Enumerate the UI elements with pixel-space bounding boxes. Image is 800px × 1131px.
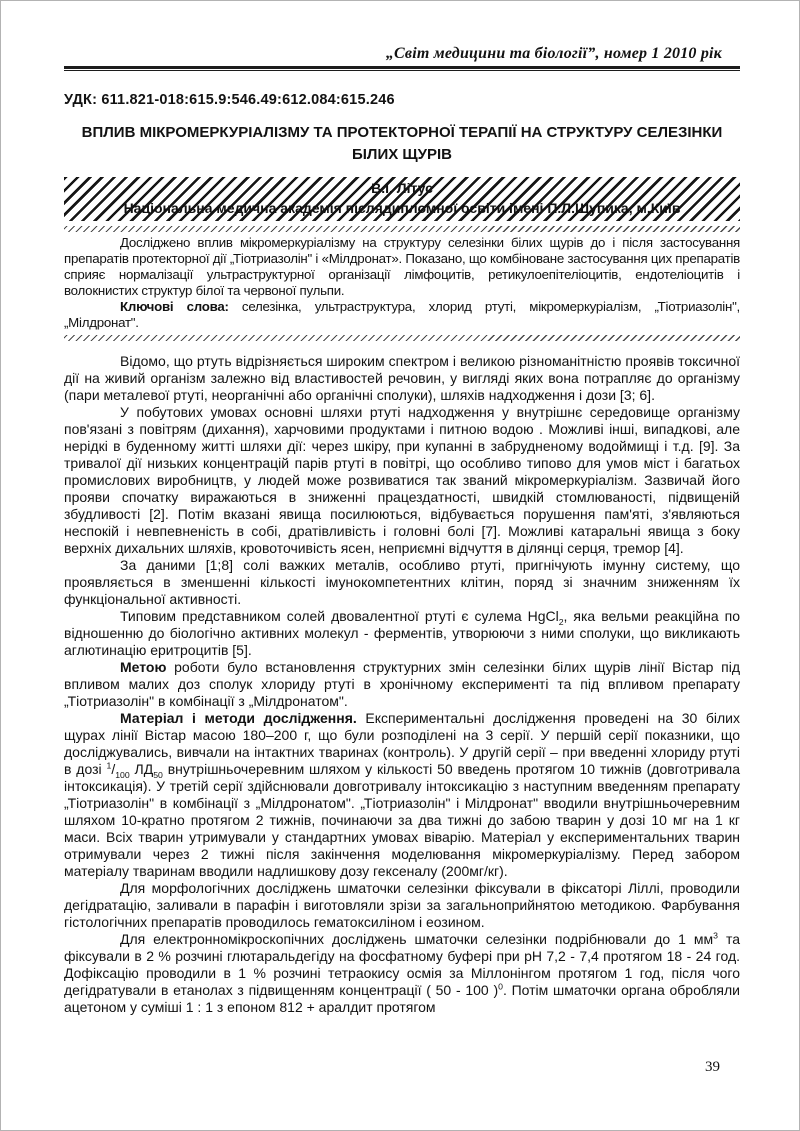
p6-ld50-subscript: 50: [153, 770, 163, 781]
author-block-hatched: [64, 177, 740, 221]
article-title-line2: БІЛИХ ЩУРІВ: [351, 146, 453, 163]
abstract-text: Досліджено вплив мікромеркуріалізму на структуру селезінки білих щурів до і після застосування препаратів протекторної дії „Тіотриазолін" і «Мілдронат». Показано, що комбіноване застосування цих препаратів сприяє нормалізації ультраструктурної організації лімфоцитів, ретикулоепітеліоцитів, ендотеліоцитів і волокнистих структур білої та червоної пульпи.: [64, 235, 740, 298]
affiliation: Національна медична академія післядипломної освіти імені П.Л.Шупика, м.Київ: [123, 199, 681, 216]
p6-fraction-denominator: 100: [115, 770, 130, 781]
article-title-line1: ВПЛИВ МІКРОМЕРКУРІАЛІЗМУ ТА ПРОТЕКТОРНОЇ ТЕРАПІЇ НА СТРУКТУРУ СЕЛЕЗІНКИ: [81, 124, 723, 141]
body-paragraph-8: [64, 931, 740, 1016]
body-paragraph-6: [64, 710, 740, 880]
keywords-label: Ключові слова:: [120, 298, 242, 314]
p6-lead-bold: Матеріал і методи дослідження.: [120, 710, 357, 727]
p6-fraction-slash: /: [111, 761, 116, 778]
page-content: [64, 0, 740, 1016]
article-body: [64, 353, 740, 1016]
p8-cubed-superscript: 3: [713, 930, 718, 941]
udk-code: УДК: 611.821-018:615.9:546.49:612.084:615.246: [64, 92, 395, 108]
body-paragraph-5: [64, 659, 740, 710]
body-paragraph-7: Для морфологічних досліджень шматочки селезінки фіксували в фіксаторі Ліллі, проводили дегідратацію, заливали в парафін і виготовляли зрізи за загальноприйнятою методикою. Фарбування гістологічних препаратів проводилось гематоксиліном і еозином.: [64, 880, 740, 931]
p6-text-3: внутрішньочеревним шляхом у кількості 50 введень протягом 10 тижнів (довготривала інтоксикація). У третій серії здійснювали довготривалу інтоксикацію з наступним введенням препарату „Тіотриазолін" в комбінації з „Мілдронатом". „Тіотриазолін" і Мілдронат" вводили внутрішньочеревним шляхом 10-кратно протягом 2 тижнів, починаючи за два тижні до забою тварин у дозі 10 мг на 1 кг маси. Всіх тварин утримували у стандартних умовах віварію. Матеріал у експериментальних тварин отримували через 2 тижні після закінчення моделювання мікромеркуріалізму. Перед забором матеріалу тваринам вводили надлишкову дозу гексеналу (200мг/кг).: [64, 761, 741, 880]
separator-zigzag-bottom: [64, 335, 740, 341]
p4-text-b: , яка вельми реакційна по відношенню до біологічно активних молекул - ферментів, утворюючи з ними сполуки, що викликають аглютинацію еритроцитів [5].: [64, 608, 740, 659]
p4-subscript: 2: [558, 617, 564, 628]
body-paragraph-2: У побутових умовах основні шляхи ртуті надходження у внутрішнє середовище організму пов'язані з повітрям (дихання), харчовими продуктами і питною водою . Можливі інші, випадкові, але нерідкі в буденному житті шляхи дії: через шкіру, при купанні в забрудненому водоймищі і т.д. [9]. За тривалої дії низьких концентрацій парів ртуті в повітрі, що особливо типово для умов міст і багатьох промислових виробництв, у людей може розвиватися так званий мікромеркуріалізм. Зазвичай його прояви спочатку виражаються в зниженні працездатності, швидкій стомлюваності, підвищеній збудливості [2]. Потім вказані явища посилюються, відбувається порушення пам'яті, з'являються неспокій і невпевненість в собі, дратівливість і головні болі [7]. Можливі катаральні явища з боку верхніх дихальних шляхів, кровоточивість ясен, неприємні відчуття в ділянці серця, тремор [4].: [64, 404, 740, 557]
abstract-section: [64, 235, 740, 330]
p6-text-2: ЛД: [129, 761, 154, 778]
page-number: 39: [705, 1059, 720, 1075]
body-paragraph-4: [64, 608, 740, 659]
p4-text-a: Типовим представником солей двовалентної ртуті є сулема HgCl: [120, 608, 559, 625]
p6-text-1: Експериментальні дослідження проведені на 30 білих щурах лінії Вістар масою 180–200 г, що були розподілені на 3 серії. У першій серії показники, що досліджувались, вивчали на інтактних тваринах (контроль). У другій серії – при введенні хлориду ртуті в дозі: [64, 710, 740, 778]
journal-header: „Світ медицини та біології”, номер 1 2010 рік: [385, 45, 722, 62]
p5-text: роботи було встановлення структурних змін селезінки білих щурів лінії Вістар під впливом малих доз сполук хлориду ртуті в хронічному експерименті та під впливом препарату „Тіотриазолін" в комбінації з „Мілдронатом".: [64, 659, 740, 710]
p8-degree-superscript: 0: [498, 981, 503, 992]
separator-zigzag-top: [64, 226, 740, 232]
body-paragraph-3: За даними [1;8] солі важких металів, особливо ртуті, пригнічують імунну систему, що проявляється в зменшенні кількості імунокомпетентних клітин, поряд зі значним зниженням їх функціональної активності.: [64, 557, 740, 608]
body-paragraph-1: Відомо, що ртуть відрізняється широким спектром і великою різноманітністю проявів токсичної дії на живий організм залежно від властивостей речовин, у вигляді яких вона потрапляє до організму (пари металевої ртуті, неорганічні або органічні сполуки), шляхів надходження і дози [3; 6].: [64, 353, 740, 404]
keywords-list: селезінка, ультраструктура, хлорид ртуті, мікромеркуріалізм, „Тіотриазолін", „Мілдронат".: [64, 298, 741, 330]
article-title: [64, 122, 740, 166]
keywords-paragraph: [64, 299, 740, 331]
p8-text-3: . Потім шматочки органа обробляли ацетоном у суміші 1 : 1 з епоном 812 + аралдит протягом: [64, 982, 741, 1016]
p6-fraction-numerator: 1: [106, 760, 112, 771]
author-name: В.І. Літус: [371, 180, 433, 196]
p8-text-2: та фіксували в 2 % розчині глютаральдегіду на фосфатному буфері при рН 7,2 - 7,4 протягом 18 - 24 год. Дофіксацію проводили в 1 % розчині тетраокису осмія за Міллонінгом протягом 1 год, після чого дегідратували в етанолах з підвищенням концентрації ( 50 - 100 ): [64, 931, 740, 999]
header-rule: [64, 66, 740, 71]
p5-lead-bold: Метою: [120, 659, 167, 676]
p8-text-1: Для електронномікроскопічних досліджень шматочки селезінки подрібнювали до 1 мм: [120, 931, 714, 948]
